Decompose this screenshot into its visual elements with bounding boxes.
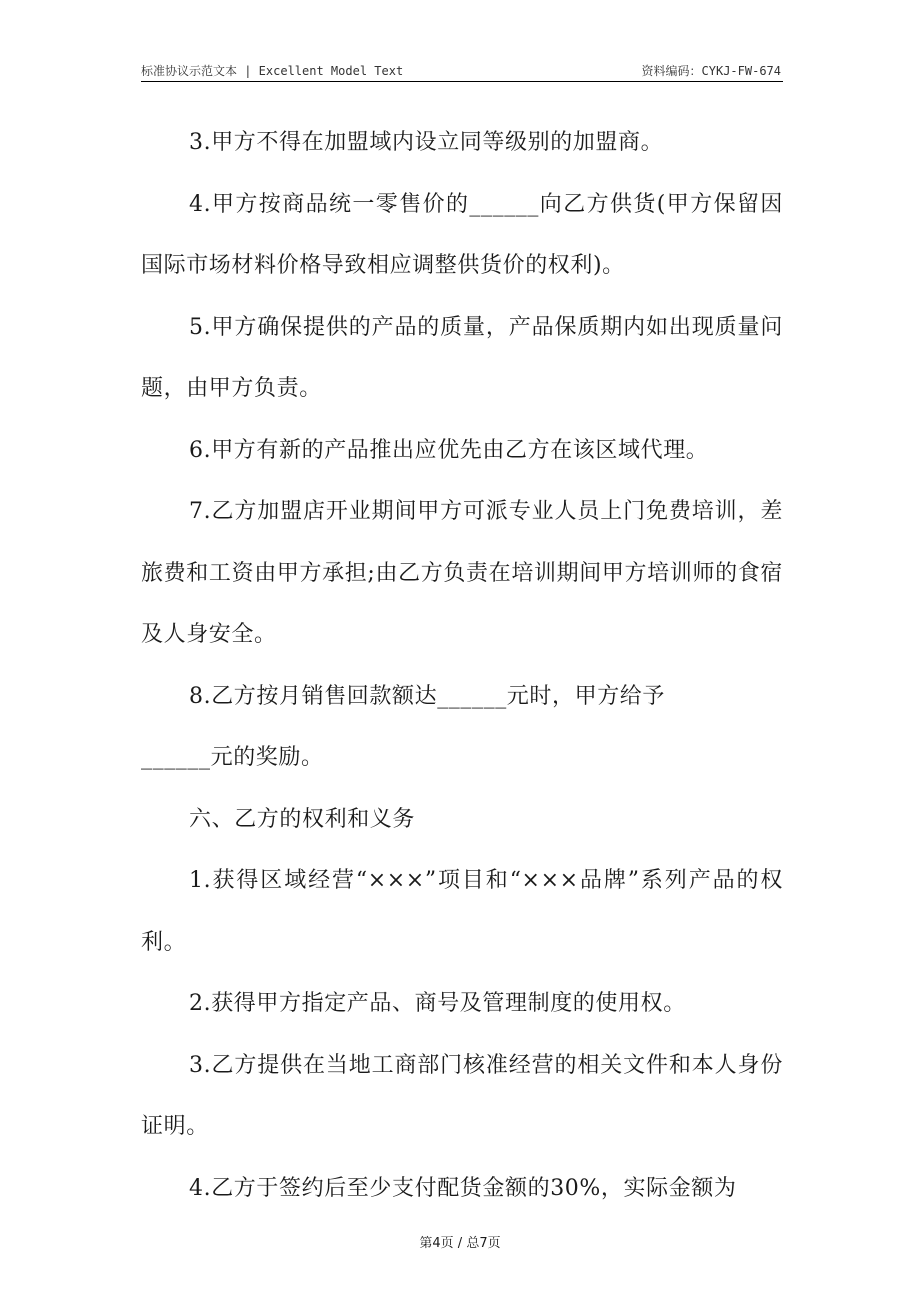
page-header (141, 62, 781, 80)
header-title: 标准协议示范文本 | Excellent Model Text (141, 64, 404, 78)
clause-4-paragraph: 4.甲方按商品统一零售价的______向乙方供货(甲方保留因国际市场材料价格导致相应调整供货价的权利)。 (141, 191, 783, 278)
clause-7-paragraph: 7.乙方加盟店开业期间甲方可派专业人员上门免费培训，差旅费和工资由甲方承担;由乙方负责在培训期间甲方培训师的食宿及人身安全。 (141, 499, 783, 647)
page-footer (0, 1232, 920, 1251)
party-b-clause-4: 4.乙方于签约后至少支付配货金额的30%，实际金额为 (189, 1175, 737, 1201)
page-number: 第4页 / 总7页 (419, 1236, 501, 1251)
header-doc-code: 资料编码：CYKJ-FW-674 (641, 64, 781, 78)
clause-6-paragraph: 6.甲方有新的产品推出应优先由乙方在该区域代理。 (189, 437, 709, 463)
party-b-clause-3: 3.乙方提供在当地工商部门核准经营的相关文件和本人身份证明。 (141, 1052, 783, 1139)
clause-8-paragraph: 8.乙方按月销售回款额达______元时，甲方给予 (189, 683, 665, 709)
party-b-clause-2: 2.获得甲方指定产品、商号及管理制度的使用权。 (189, 991, 686, 1016)
header-divider (141, 81, 783, 82)
document-body (141, 112, 783, 1219)
clause-5-paragraph: 5.甲方确保提供的产品的质量，产品保质期内如出现质量问题，由甲方负责。 (141, 314, 783, 401)
clause-3-paragraph: 3.甲方不得在加盟域内设立同等级别的加盟商。 (189, 130, 664, 155)
section-heading: 六、乙方的权利和义务 (189, 806, 416, 832)
party-b-clause-1: 1.获得区域经营“×××”项目和“×××品牌”系列产品的权利。 (141, 868, 783, 955)
clause-8-continuation: ______元的奖励。 (141, 745, 324, 770)
